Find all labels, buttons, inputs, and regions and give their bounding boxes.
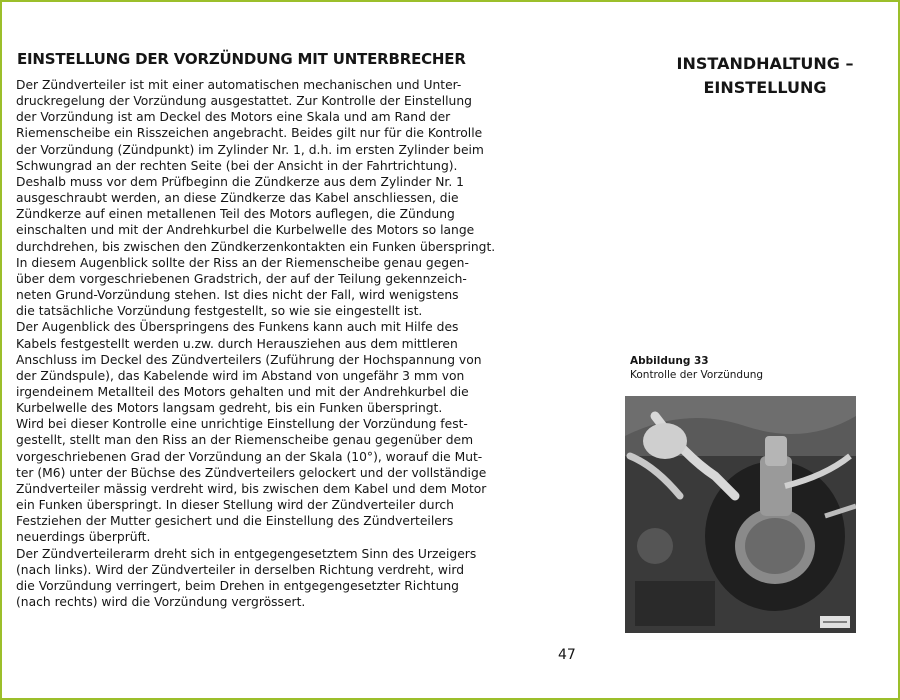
body-line: vorgeschriebenen Grad der Vorzündung an der Skala (10°), worauf die Mut- xyxy=(16,449,483,464)
body-line: der Zündspule), das Kabelende wird im Abstand von ungefähr 3 mm von xyxy=(16,368,465,383)
body-line: In diesem Augenblick sollte der Riss an der Riemenscheibe genau gegen- xyxy=(16,255,469,270)
body-line: (nach links). Wird der Zündverteiler in derselben Richtung verdreht, wird xyxy=(16,562,465,577)
body-line: Der Zündverteiler ist mit einer automatischen mechanischen und Unter- xyxy=(16,78,462,92)
page-heading: EINSTELLUNG DER VORZÜNDUNG MIT UNTERBRECHER xyxy=(17,50,466,68)
body-line: Zündkerze auf einen metallenen Teil des Motors auflegen, die Zündung xyxy=(16,207,455,222)
body-line: Riemenscheibe ein Risszeichen angebracht. Beides gilt nur für die Kontrolle xyxy=(16,126,483,141)
engine-photo xyxy=(625,396,856,633)
body-line: der Vorzündung ist am Deckel des Motors eine Skala und am Rand der xyxy=(16,110,451,125)
section-title-line: EINSTELLUNG xyxy=(703,78,827,97)
body-line: Wird bei dieser Kontrolle eine unrichtige Einstellung der Vorzündung fest- xyxy=(16,417,468,432)
body-line: ter (M6) unter der Büchse des Zündverteilers gelockert und der vollständige xyxy=(16,465,487,480)
section-title xyxy=(640,52,890,100)
body-line: Schwungrad an der rechten Seite (bei der Ansicht in der Fahrtrichtung). xyxy=(16,158,458,173)
figure-caption-text: Kontrolle der Vorzündung xyxy=(630,369,764,381)
body-line: Festziehen der Mutter gesichert und die Einstellung des Zündverteilers xyxy=(16,514,454,529)
body-line: irgendeinem Metallteil des Motors gehalten und mit der Andrehkurbel die xyxy=(16,384,469,399)
body-line: der Vorzündung (Zündpunkt) im Zylinder Nr. 1, d.h. im ersten Zylinder beim xyxy=(16,142,484,157)
body-line: Deshalb muss vor dem Prüfbeginn die Zündkerze aus dem Zylinder Nr. 1 xyxy=(16,174,464,189)
body-line: Kurbelwelle des Motors langsam gedreht, bis ein Funken überspringt. xyxy=(16,401,443,416)
body-line: ein Funken überspringt. In dieser Stellung wird der Zündverteiler durch xyxy=(16,498,454,513)
frame-left-border xyxy=(0,0,2,700)
body-line: (nach rechts) wird die Vorzündung vergrössert. xyxy=(16,595,306,609)
left-page xyxy=(16,50,572,610)
page-number: 47 xyxy=(558,647,576,663)
body-line: neuerdings überprüft. xyxy=(16,530,151,545)
body-line: Kabels festgestellt werden u.zw. durch Herausziehen aus dem mittleren xyxy=(16,336,458,351)
body-line: Der Zündverteilerarm dreht sich in entgegengesetztem Sinn des Urzeigers xyxy=(16,546,477,561)
body-line: über dem vorgeschriebenen Gradstrich, der auf der Teilung gekennzeich- xyxy=(16,271,467,286)
body-text xyxy=(16,77,572,610)
body-line: neten Grund-Vorzündung stehen. Ist dies nicht der Fall, wird wenigstens xyxy=(16,288,459,303)
body-line: gestellt, stellt man den Riss an der Riemenscheibe genau gegenüber dem xyxy=(16,433,474,448)
figure-caption xyxy=(630,354,890,382)
body-line: die Vorzündung verringert, beim Drehen in entgegengesetzter Richtung xyxy=(16,578,459,593)
body-line: einschalten und mit der Andrehkurbel die Kurbelwelle des Motors so lange xyxy=(16,223,475,238)
frame-top-border xyxy=(0,0,900,2)
section-title-line: INSTANDHALTUNG – xyxy=(676,54,854,73)
body-line: ausgeschraubt werden, an diese Zündkerze das Kabel anschliessen, die xyxy=(16,191,459,206)
body-line: die tatsächliche Vorzündung festgestellt, so wie sie eingestellt ist. xyxy=(16,304,423,319)
body-line: Der Augenblick des Überspringens des Funkens kann auch mit Hilfe des xyxy=(16,320,459,335)
figure-number: Abbildung 33 xyxy=(630,355,709,367)
body-line: durchdrehen, bis zwischen den Zündkerzenkontakten ein Funken überspringt. xyxy=(16,239,496,254)
engine-photo-drawing xyxy=(625,396,856,633)
body-line: Zündverteiler mässig verdreht wird, bis zwischen dem Kabel und dem Motor xyxy=(16,481,487,496)
body-line: druckregelung der Vorzündung ausgestattet. Zur Kontrolle der Einstellung xyxy=(16,94,472,109)
body-line: Anschluss im Deckel des Zündverteilers (Zuführung der Hochspannung von xyxy=(16,352,482,367)
